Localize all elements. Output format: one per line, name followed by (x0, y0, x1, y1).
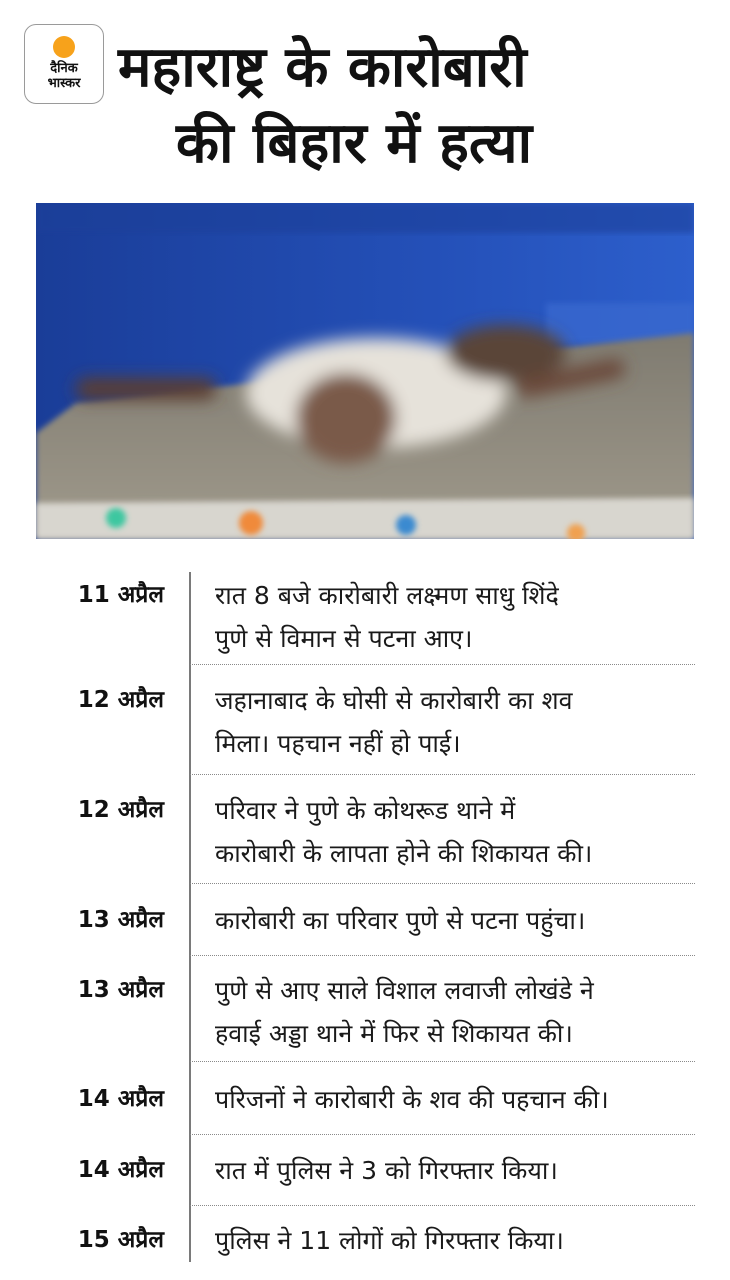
timeline-description (215, 899, 705, 942)
timeline-description (215, 1078, 705, 1121)
blurred-body-photo-icon (36, 203, 694, 539)
timeline-line: पुलिस ने 11 लोगों को गिरफ्तार किया। (215, 1226, 564, 1255)
dainik-bhaskar-logo (24, 24, 104, 104)
row-separator (190, 883, 695, 884)
timeline-description (215, 574, 705, 660)
news-photo (36, 203, 694, 539)
row-separator (190, 955, 695, 956)
timeline-date: 15 अप्रैल (77, 1227, 164, 1253)
logo-text-line1: दैनिक (50, 61, 78, 76)
timeline-axis-line (189, 572, 191, 1262)
timeline-line: परिवार ने पुणे के कोथरूड थाने में (215, 796, 516, 825)
timeline-description (215, 1149, 705, 1192)
timeline-date: 13 अप्रैल (77, 977, 164, 1003)
timeline-line: हवाई अड्डा थाने में फिर से शिकायत की। (215, 1019, 573, 1048)
timeline-line: मिला। पहचान नहीं हो पाई। (215, 729, 461, 758)
timeline-date: 11 अप्रैल (77, 582, 164, 608)
logo-text-line2: भास्कर (47, 76, 81, 91)
headline-line2: की बिहार में हत्या (176, 111, 533, 176)
timeline-description (215, 679, 705, 765)
timeline-description (215, 1219, 705, 1262)
row-separator (190, 1061, 695, 1062)
row-separator (190, 1205, 695, 1206)
timeline-line: पुणे से विमान से पटना आए। (215, 624, 473, 653)
timeline-line: रात में पुलिस ने 3 को गिरफ्तार किया। (215, 1156, 558, 1185)
timeline-line: जहानाबाद के घोसी से कारोबारी का शव (215, 686, 573, 715)
headline-line1: महाराष्ट्र के कारोबारी (118, 35, 527, 100)
row-separator (190, 1134, 695, 1135)
timeline-description (215, 789, 705, 875)
timeline-date: 13 अप्रैल (77, 907, 164, 933)
row-separator (190, 774, 695, 775)
timeline-line: परिजनों ने कारोबारी के शव की पहचान की। (215, 1085, 609, 1114)
timeline-line: कारोबारी का परिवार पुणे से पटना पहुंचा। (215, 906, 586, 935)
timeline (0, 566, 730, 1266)
timeline-line: कारोबारी के लापता होने की शिकायत की। (215, 839, 593, 868)
timeline-date: 12 अप्रैल (77, 797, 164, 823)
row-separator (190, 664, 695, 665)
timeline-date: 14 अप्रैल (77, 1157, 164, 1183)
sun-logo-icon (53, 36, 75, 58)
timeline-description (215, 969, 705, 1055)
timeline-line: रात 8 बजे कारोबारी लक्ष्मण साधु शिंदे (215, 581, 559, 610)
timeline-date: 14 अप्रैल (77, 1086, 164, 1112)
timeline-date: 12 अप्रैल (77, 687, 164, 713)
timeline-line: पुणे से आए साले विशाल लवाजी लोखंडे ने (215, 976, 594, 1005)
headline (118, 30, 718, 182)
